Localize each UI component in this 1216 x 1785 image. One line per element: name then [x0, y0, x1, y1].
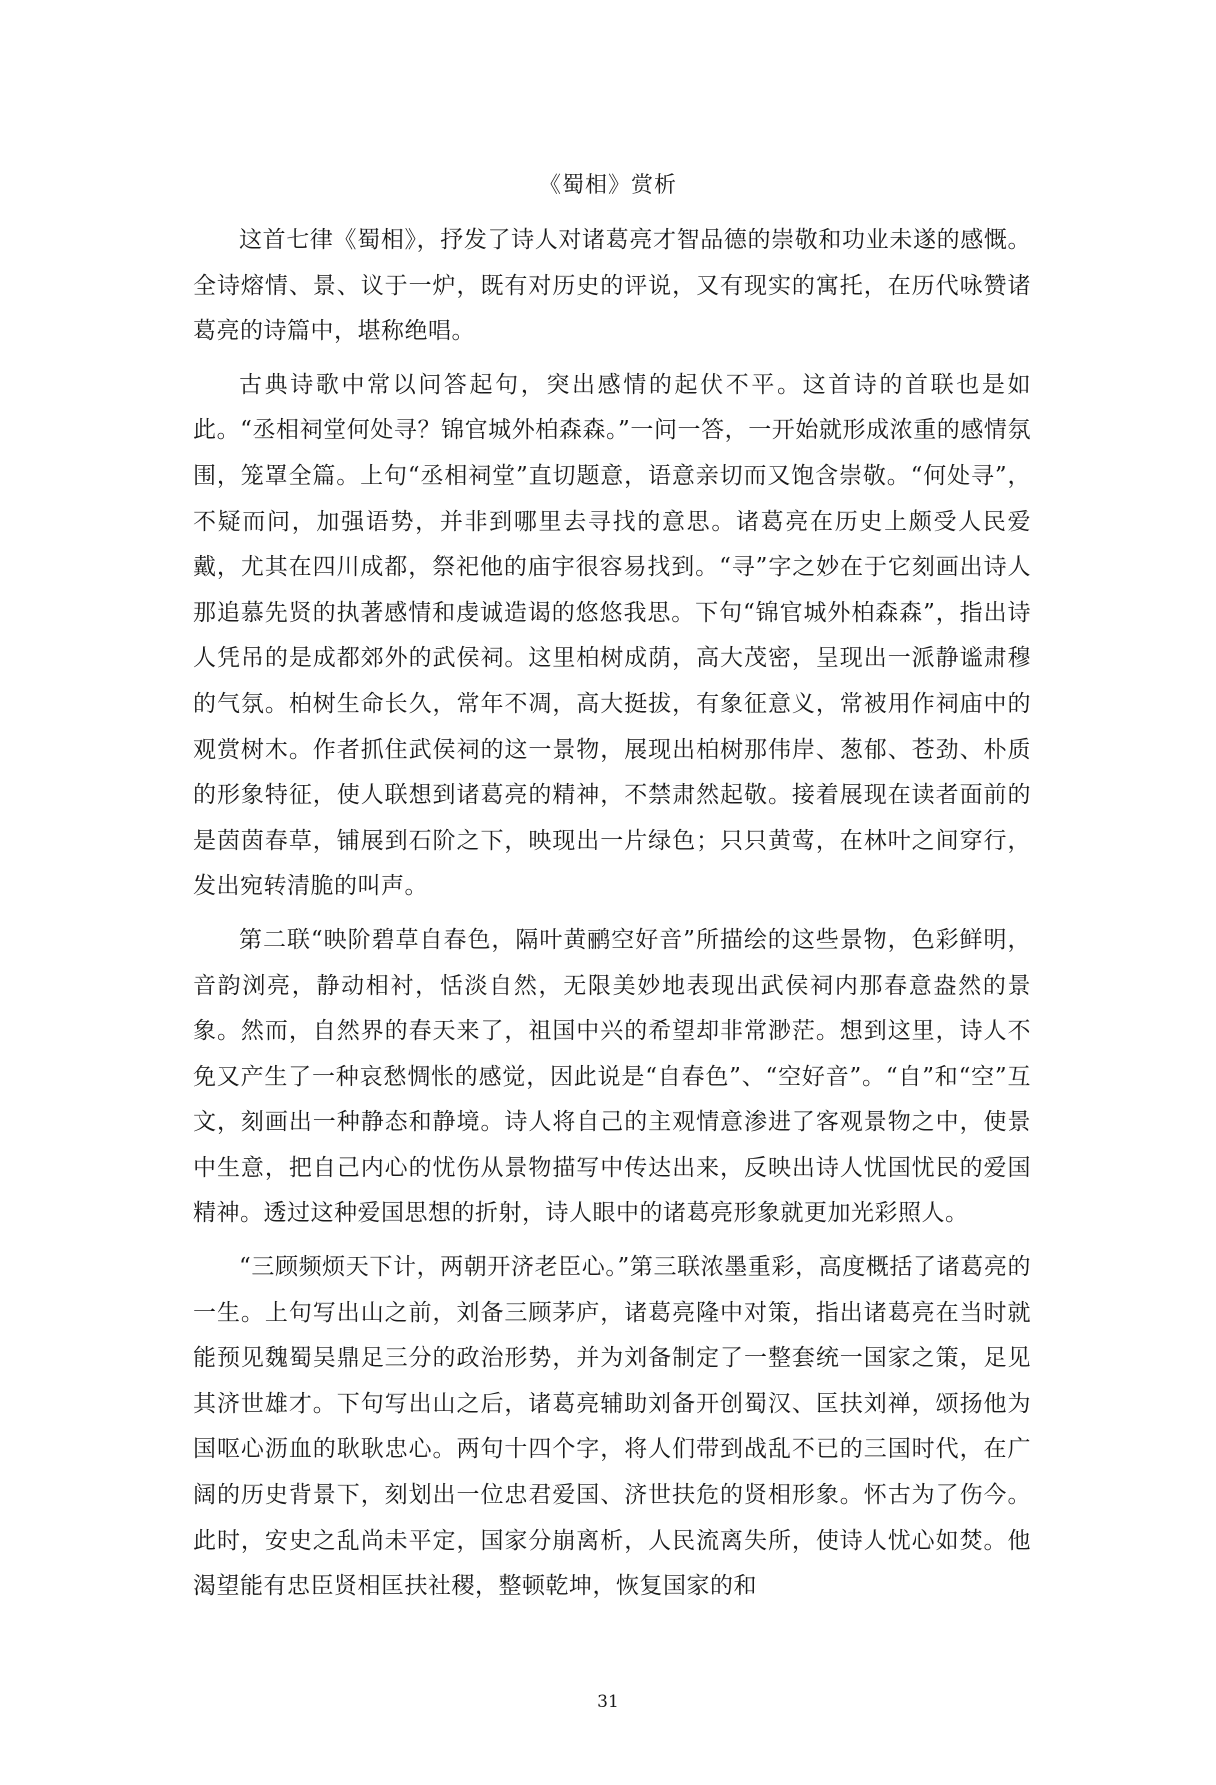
paragraph-2: 古典诗歌中常以问答起句，突出感情的起伏不平。这首诗的首联也是如此。“丞相祠堂何处寻？锦官城外柏森森。”一问一答，一开始就形成浓重的感情氛围，笼罩全篇。上句“丞相祠堂”直切题意，语意亲切而又饱含崇敬。“何处寻”，不疑而问，加强语势，并非到哪里去寻找的意思。诸葛亮在历史上颇受人民爱戴，尤其在四川成都，祭祀他的庙宇很容易找到。“寻”字之妙在于它刻画出诗人那追慕先贤的执著感情和虔诚造谒的悠悠我思。下句“锦官城外柏森森”，指出诗人凭吊的是成都郊外的武侯祠。这里柏树成荫，高大茂密，呈现出一派静谧肃穆的气氛。柏树生命长久，常年不凋，高大挺拔，有象征意义，常被用作祠庙中的观赏树木。作者抓住武侯祠的这一景物，展现出柏树那伟岸、葱郁、苍劲、朴质的形象特征，使人联想到诸葛亮的精神，不禁肃然起敬。接着展现在读者面前的是茵茵春草，铺展到石阶之下，映现出一片绿色；只只黄莺，在林叶之间穿行，发出宛转清脆的叫声。 — [193, 371, 1031, 900]
document-title: 《蜀相》赏析 — [538, 173, 677, 198]
paragraph-4: “三顾频烦天下计，两朝开济老臣心。”第三联浓墨重彩，高度概括了诸葛亮的一生。上句写出山之前，刘备三顾茅庐，诸葛亮隆中对策，指出诸葛亮在当时就能预见魏蜀吴鼎足三分的政治形势，并为刘备制定了一整套统一国家之策，足见其济世雄才。下句写出山之后，诸葛亮辅助刘备开创蜀汉、匡扶刘禅，颂扬他为国呕心沥血的耿耿忠心。两句十四个字，将人们带到战乱不已的三国时代，在广阔的历史背景下，刻划出一位忠君爱国、济世扶危的贤相形象。怀古为了伤今。此时，安史之乱尚未平定，国家分崩离析，人民流离失所，使诗人忧心如焚。他渴望能有忠臣贤相匡扶社稷，整顿乾坤，恢复国家的和 — [193, 1254, 1031, 1600]
page-number: 31 — [597, 1692, 619, 1712]
paragraph-3: 第二联“映阶碧草自春色，隔叶黄鹂空好音”所描绘的这些景物，色彩鲜明，音韵浏亮，静动相衬，恬淡自然，无限美妙地表现出武侯祠内那春意盎然的景象。然而，自然界的春天来了，祖国中兴的希望却非常渺茫。想到这里，诗人不免又产生了一种哀愁惆怅的感觉，因此说是“自春色”、“空好音”。“自”和“空”互文，刻画出一种静态和静境。诗人将自己的主观情意渗进了客观景物之中，使景中生意，把自己内心的忧伤从景物描写中传达出来，反映出诗人忧国忧民的爱国精神。透过这种爱国思想的折射，诗人眼中的诸葛亮形象就更加光彩照人。 — [193, 926, 1031, 1227]
paragraph-1: 这首七律《蜀相》，抒发了诗人对诸葛亮才智品德的崇敬和功业未遂的感慨。全诗熔情、景、议于一炉，既有对历史的评说，又有现实的寓托，在历代咏赞诸葛亮的诗篇中，堪称绝唱。 — [193, 227, 1031, 345]
document-body — [193, 218, 1031, 1618]
